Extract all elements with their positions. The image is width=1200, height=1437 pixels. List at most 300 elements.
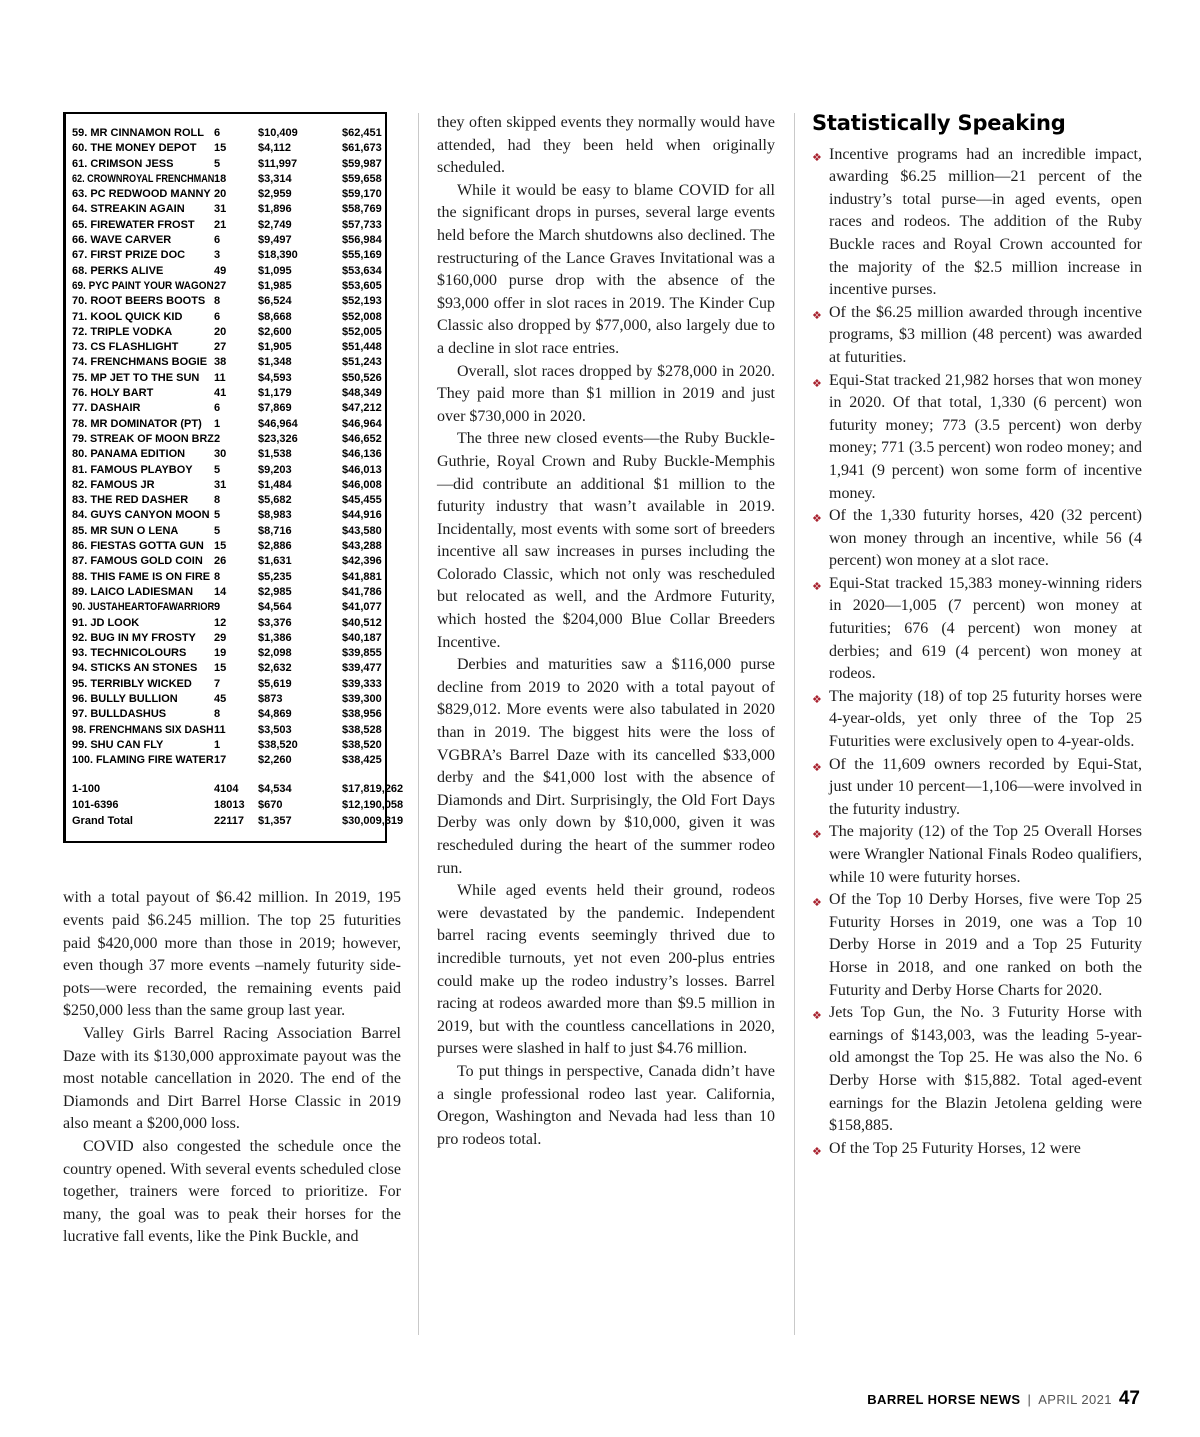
horse-rank-name: 90. JUSTAHEARTOFAWARRIOR (72, 601, 215, 614)
horse-rank-name: 74. FRENCHMANS BOGIE (72, 356, 208, 369)
horse-total-earnings: $62,451 (342, 127, 382, 139)
table-row (72, 478, 382, 493)
horse-total-earnings: $44,916 (342, 509, 382, 522)
horse-entry-count: 30 (214, 448, 227, 461)
diamond-bullet-icon: ❖ (812, 692, 822, 706)
horse-rank-name: 69. PYC PAINT YOUR WAGON (72, 279, 214, 292)
horse-rank-name-cell (72, 401, 214, 416)
horse-rank-name: 81. FAMOUS PLAYBOY (72, 463, 193, 476)
table-row (72, 661, 382, 676)
summary-row (72, 781, 404, 797)
horse-total-earnings: $38,956 (342, 708, 382, 721)
table-row (72, 646, 382, 661)
summary-range-cell (72, 813, 214, 829)
summary-range-cell (72, 797, 214, 813)
horse-average-earnings: $3,503 (258, 723, 292, 736)
horse-rank-name-cell (72, 616, 214, 631)
horse-average-earnings: $873 (258, 692, 283, 705)
horse-total-earnings: $46,136 (342, 448, 382, 461)
summary-range-cell (72, 781, 214, 797)
horse-average-earnings: $4,869 (258, 708, 292, 721)
horse-rank-name-cell (72, 233, 214, 248)
table-row (72, 554, 382, 569)
horse-rank-name: 91. JD LOOK (72, 616, 140, 629)
paragraph: Derbies and maturities saw a $116,000 purse decline from 2019 to 2020 with a total payout of $829,012. More events were also tabulated in 2020 than in 2019. The biggest hits were the loss of VGBRA’s Barrel Daze with its cancelled $33,000 derby and the $41,000 lost with the absence of Diamonds and Dirt. Surprisingly, the Old Fort Days Derby was only down by $10,000, given it was rescheduled during the heart of the summer rodeo run. (437, 656, 775, 877)
table-row (72, 279, 382, 294)
horse-total-earnings: $39,300 (342, 692, 382, 705)
horse-total-earnings: $45,455 (342, 494, 382, 507)
horse-entry-count: 6 (214, 402, 221, 415)
horse-rank-name: 59. MR CINNAMON ROLL (72, 127, 204, 139)
table-row (72, 172, 382, 187)
diamond-bullet-icon: ❖ (812, 150, 822, 164)
horse-total-earnings: $53,634 (342, 264, 382, 277)
left-column (63, 112, 404, 1249)
diamond-bullet-icon: ❖ (812, 760, 822, 774)
summary-total: $12,190,058 (342, 799, 404, 812)
left-body-text (63, 887, 401, 1249)
horse-total-earnings: $57,733 (342, 218, 382, 231)
stats-bullet-item (812, 573, 1142, 686)
table-row (72, 524, 382, 539)
horse-rank-name-cell (72, 478, 214, 493)
paragraph: The three new closed events—the Ruby Buckle-Guthrie, Royal Crown and Ruby Buckle-Memphis—did contribute an additional $1 million to the futurity industry that wasn’t available in 2019. Incidentally, most events with some sort of breeders incentive all saw increases in purses including the Colorado Classic, which not only was rescheduled but relocated as well, and the Ardmore Futurity, which hosted the $204,000 Blue Collar Breeders Incentive. (437, 430, 775, 651)
horse-rank-name: 62. CROWNROYAL FRENCHMAN (72, 172, 215, 185)
horse-rank-name: 96. BULLY BULLION (72, 692, 178, 705)
horse-rank-name: 86. FIESTAS GOTTA GUN (72, 540, 204, 553)
paragraph: COVID also congested the schedule once the country opened. With several events scheduled close together, trainers were forced to prioritize. For many, the goal was to peak their horses for the lucrative fall events, like the Pink Buckle, and (63, 1138, 401, 1246)
horse-rank-name-cell (72, 539, 214, 554)
horse-rank-name: 64. STREAKIN AGAIN (72, 203, 185, 216)
table-row (72, 371, 382, 386)
horse-average-earnings: $2,600 (258, 325, 292, 338)
horse-entry-count: 7 (214, 677, 221, 690)
horse-entry-count: 27 (214, 341, 227, 354)
horse-total-earnings: $41,786 (342, 585, 382, 598)
horse-entry-count: 5 (214, 463, 221, 476)
horse-rank-name-cell (72, 141, 214, 156)
horse-entry-count: 49 (214, 264, 227, 277)
horse-average-earnings: $46,964 (258, 417, 298, 430)
horse-rank-name-cell (72, 463, 214, 478)
horse-average-earnings: $1,386 (258, 631, 292, 644)
horse-average-earnings: $18,390 (258, 249, 298, 262)
horse-entry-count: 15 (214, 540, 227, 553)
table-row (72, 233, 382, 248)
horse-rank-name: 99. SHU CAN FLY (72, 738, 164, 751)
horse-entry-count: 9 (214, 601, 221, 614)
horse-total-earnings: $43,580 (342, 524, 382, 537)
stats-bullet-text: Jets Top Gun, the No. 3 Futurity Horse with earnings of $143,003, was the leading 5-year-old amongst the Top 25. He was also the No. 6 Derby Horse with $15,882. Total aged-event earnings for the Blazin Jetolena gelding were $158,885. (829, 1004, 1142, 1135)
horse-entry-count: 8 (214, 494, 221, 507)
column-divider (418, 113, 419, 1335)
horse-average-earnings: $3,314 (258, 172, 292, 185)
horse-total-earnings: $61,673 (342, 142, 382, 155)
horse-total-earnings: $38,425 (342, 754, 382, 767)
table-row (72, 631, 382, 646)
summary-total: $30,009,319 (342, 815, 404, 828)
horse-average-earnings: $38,520 (258, 738, 298, 751)
horse-entry-count: 5 (214, 524, 221, 537)
horse-entry-count: 6 (214, 127, 221, 139)
horse-average-earnings: $7,869 (258, 402, 292, 415)
summary-range: 101-6396 (72, 799, 119, 812)
horse-total-earnings: $46,013 (342, 463, 382, 476)
horse-entry-count: 38 (214, 356, 227, 369)
horse-rank-name-cell (72, 202, 214, 217)
horse-average-earnings: $8,716 (258, 524, 292, 537)
horse-entry-count: 21 (214, 218, 227, 231)
stats-bullet-text: Of the Top 10 Derby Horses, five were Top 25 Futurity Horses in 2019, one was a Top 10 Derby Horse in 2019 and a Top 25 Futurity Horse in 2018, and one ranked on both the Futurity and Derby Horse Charts for 2020. (829, 891, 1142, 999)
horse-rank-name-cell (72, 218, 214, 233)
horse-average-earnings: $4,112 (258, 142, 292, 155)
summary-average: $4,534 (258, 783, 292, 796)
stats-bullet-item (812, 754, 1142, 822)
stats-heading: Statistically Speaking (812, 111, 1066, 135)
stats-bullet-text: Equi-Stat tracked 21,982 horses that won money in 2020. Of that total, 1,330 (6 percent) won futurity money; 773 (3.5 percent) won derby money; 771 (3.5 percent) won rodeo money; and 1,941 (9 percent) won some form of incentive money. (829, 371, 1142, 502)
stats-bullet-item (812, 1002, 1142, 1138)
horse-entry-count: 17 (214, 754, 227, 767)
horse-average-earnings: $9,203 (258, 463, 292, 476)
horse-total-earnings: $58,769 (342, 203, 382, 216)
horse-entry-count: 15 (214, 662, 227, 675)
table-row (72, 508, 382, 523)
horse-rank-name-cell (72, 340, 214, 355)
horse-rank-name: 87. FAMOUS GOLD COIN (72, 555, 203, 568)
table-row (72, 401, 382, 416)
horse-entry-count: 3 (214, 249, 221, 262)
horse-average-earnings: $1,896 (258, 203, 292, 216)
stats-bullet-item (812, 144, 1142, 302)
horse-total-earnings: $39,333 (342, 677, 382, 690)
table-row (72, 141, 382, 156)
stats-sidebar (812, 112, 1142, 1163)
horse-average-earnings: $5,235 (258, 570, 292, 583)
horse-rank-name: 63. PC REDWOOD MANNY (72, 188, 211, 201)
horse-total-earnings: $41,077 (342, 601, 382, 614)
page-number: 47 (1118, 1388, 1140, 1409)
table-row (72, 585, 382, 600)
stats-bullet-text: The majority (12) of the Top 25 Overall Horses were Wrangler National Finals Rodeo qualifiers, while 10 were futurity horses. (829, 823, 1142, 886)
horse-rank-name-cell (72, 279, 214, 294)
horse-average-earnings: $1,348 (258, 356, 292, 369)
horse-rank-name: 82. FAMOUS JR (72, 478, 155, 491)
horse-rank-name: 80. PANAMA EDITION (72, 448, 186, 461)
diamond-bullet-icon: ❖ (812, 579, 822, 593)
diamond-bullet-icon: ❖ (812, 512, 822, 526)
stats-bullet-item (812, 370, 1142, 506)
horse-total-earnings: $53,605 (342, 279, 382, 292)
horse-total-earnings: $55,169 (342, 249, 382, 262)
diamond-bullet-icon: ❖ (812, 1144, 822, 1158)
horse-rank-name-cell (72, 723, 214, 738)
horse-rank-name-cell (72, 386, 214, 401)
horse-total-earnings: $52,005 (342, 325, 382, 338)
horse-average-earnings: $4,564 (258, 601, 292, 614)
horse-rank-name-cell (72, 157, 214, 172)
horse-rank-name-cell (72, 264, 214, 279)
table-row (72, 463, 382, 478)
horse-average-earnings: $4,593 (258, 371, 292, 384)
horse-total-earnings: $39,855 (342, 647, 382, 660)
paragraph: they often skipped events they normally would have attended, had they been held when originally scheduled. (437, 114, 775, 177)
horse-entry-count: 11 (214, 371, 226, 384)
summary-row (72, 813, 404, 829)
summary-row (72, 797, 404, 813)
horse-entry-count: 11 (214, 723, 226, 736)
horse-total-earnings: $40,512 (342, 616, 382, 629)
table-row (72, 355, 382, 370)
table-row (72, 294, 382, 309)
horse-entry-count: 45 (214, 692, 227, 705)
table-row (72, 417, 382, 432)
horse-entry-count: 2 (214, 432, 221, 445)
horse-total-earnings: $39,477 (342, 662, 382, 675)
table-row (72, 386, 382, 401)
horse-entry-count: 20 (214, 188, 227, 201)
horse-entry-count: 14 (214, 585, 227, 598)
horse-average-earnings: $1,538 (258, 448, 292, 461)
horse-average-earnings: $3,376 (258, 616, 292, 629)
table-row (72, 677, 382, 692)
horse-rank-name: 84. GUYS CANYON MOON (72, 509, 210, 522)
horse-total-earnings: $52,008 (342, 310, 382, 323)
diamond-bullet-icon: ❖ (812, 896, 822, 910)
stats-bullet-text: Of the $6.25 million awarded through incentive programs, $3 million (48 percent) was awarded at futurities. (829, 303, 1142, 366)
table-row (72, 493, 382, 508)
horse-rank-name-cell (72, 600, 214, 615)
horse-rank-name: 78. MR DOMINATOR (PT) (72, 417, 202, 430)
horse-average-earnings: $2,749 (258, 218, 292, 231)
horse-total-earnings: $40,187 (342, 631, 382, 644)
horse-rank-name: 88. THIS FAME IS ON FIRE (72, 570, 211, 583)
horse-rank-name-cell (72, 554, 214, 569)
stats-bullet-text: Equi-Stat tracked 15,383 money-winning riders in 2020—1,005 (7 percent) won money at futurities; 676 (4 percent) won money at derbies; and 619 (4 percent) won money at rodeos. (829, 574, 1142, 683)
page-footer (0, 1388, 1140, 1410)
horse-average-earnings: $2,985 (258, 585, 292, 598)
horse-rank-name: 71. KOOL QUICK KID (72, 310, 183, 323)
horse-rank-name: 95. TERRIBLY WICKED (72, 677, 192, 690)
horse-average-earnings: $8,983 (258, 509, 292, 522)
paragraph: with a total payout of $6.42 million. In 2019, 195 events paid $6.245 million. The top 25 futurities paid $420,000 more than those in 2019; however, even though 37 more events –namely futurity side-pots—were recorded, the remaining events paid $250,000 less than the same group last year. (63, 889, 401, 1020)
horse-rank-name-cell (72, 524, 214, 539)
horse-entry-count: 31 (214, 478, 227, 491)
table-row (72, 707, 382, 722)
horse-rank-name: 79. STREAK OF MOON BRZ (72, 432, 214, 445)
horse-rank-name-cell (72, 508, 214, 523)
horse-total-earnings: $42,396 (342, 555, 382, 568)
horse-entry-count: 6 (214, 234, 221, 247)
summary-count: 22117 (214, 815, 244, 828)
horse-rank-name: 89. LAICO LADIESMAN (72, 585, 194, 598)
table-row (72, 340, 382, 355)
issue-date: APRIL 2021 (1038, 1392, 1112, 1407)
table-row (72, 616, 382, 631)
summary-count: 4104 (214, 783, 239, 796)
horse-total-earnings: $52,193 (342, 295, 382, 308)
table-row (72, 432, 382, 447)
table-row (72, 692, 382, 707)
stats-bullet-item (812, 505, 1142, 573)
horse-entry-count: 12 (214, 616, 227, 629)
horse-total-earnings: $38,528 (342, 723, 382, 736)
horse-rank-name: 75. MP JET TO THE SUN (72, 371, 200, 384)
table-row (72, 126, 382, 141)
column-divider (794, 113, 795, 1335)
table-row (72, 539, 382, 554)
summary-range: Grand Total (72, 815, 133, 828)
stats-bullet-item (812, 1138, 1142, 1164)
horse-rank-name: 68. PERKS ALIVE (72, 264, 164, 277)
footer-separator: | (1027, 1392, 1032, 1407)
horse-total-earnings: $47,212 (342, 402, 382, 415)
table-row (72, 264, 382, 279)
horse-average-earnings: $10,409 (258, 127, 298, 139)
stats-bullet-text: Incentive programs had an incredible impact, awarding $6.25 million—21 percent of the industry’s total purse—in aged events, open races and rodeos. The addition of the Ruby Buckle races and Royal Crown accounted for the majority of the $2.5 million increase in incentive purses. (829, 145, 1142, 299)
summary-total: $17,819,262 (342, 783, 404, 796)
horse-entry-count: 5 (214, 157, 221, 170)
paragraph: While aged events held their ground, rodeos were devastated by the pandemic. Independent barrel racing events seemingly thrived due to incredible turnouts, yet not even 200-plus entries could make up the rodeo industry’s losses. Barrel racing at rodeos awarded more than $9.5 million in 2019, but with the countless cancellations in 2020, purses were slashed in half to just $4.76 million. (437, 882, 775, 1058)
stats-bullet-list (812, 144, 1142, 1164)
table-row (72, 325, 382, 340)
publication-name: BARREL HORSE NEWS (867, 1392, 1021, 1407)
horse-entry-count: 29 (214, 631, 227, 644)
stats-bullet-item (812, 686, 1142, 754)
earnings-table-summary (72, 781, 404, 829)
earnings-table (63, 112, 404, 843)
horse-entry-count: 1 (214, 738, 221, 751)
horse-rank-name: 65. FIREWATER FROST (72, 218, 195, 231)
stats-bullet-item (812, 821, 1142, 889)
horse-rank-name-cell (72, 661, 214, 676)
stats-bullet-text: Of the 1,330 futurity horses, 420 (32 percent) won money through an incentive, while 56 (4 percent) won money at a slot race. (829, 507, 1142, 570)
table-row (72, 738, 382, 753)
horse-rank-name-cell (72, 493, 214, 508)
horse-entry-count: 41 (214, 387, 227, 400)
horse-rank-name: 77. DASHAIR (72, 402, 141, 415)
horse-average-earnings: $1,484 (258, 478, 292, 491)
table-row (72, 202, 382, 217)
horse-total-earnings: $46,008 (342, 478, 382, 491)
horse-rank-name-cell (72, 738, 214, 753)
diamond-bullet-icon: ❖ (812, 308, 822, 322)
stats-bullet-text: Of the 11,609 owners recorded by Equi-Stat, just under 10 percent—1,106—were involved in the futurity industry. (829, 755, 1142, 818)
horse-entry-count: 27 (214, 279, 227, 292)
horse-rank-name-cell (72, 447, 214, 462)
summary-count: 18013 (214, 799, 245, 812)
table-row (72, 248, 382, 263)
earnings-table-rows (72, 126, 382, 768)
horse-entry-count: 15 (214, 142, 227, 155)
summary-average: $670 (258, 799, 283, 812)
horse-average-earnings: $5,682 (258, 494, 292, 507)
horse-entry-count: 8 (214, 295, 221, 308)
horse-total-earnings: $59,658 (342, 172, 382, 185)
horse-rank-name-cell (72, 187, 214, 202)
table-row (72, 570, 382, 585)
horse-total-earnings: $46,652 (342, 432, 382, 445)
horse-rank-name-cell (72, 355, 214, 370)
horse-rank-name-cell (72, 432, 214, 447)
horse-average-earnings: $23,326 (258, 432, 298, 445)
horse-entry-count: 31 (214, 203, 227, 216)
horse-rank-name: 93. TECHNICOLOURS (72, 647, 187, 660)
horse-rank-name-cell (72, 692, 214, 707)
horse-total-earnings: $43,288 (342, 540, 382, 553)
horse-average-earnings: $2,098 (258, 647, 292, 660)
horse-average-earnings: $1,631 (258, 555, 292, 568)
diamond-bullet-icon: ❖ (812, 376, 822, 390)
horse-rank-name: 67. FIRST PRIZE DOC (72, 249, 186, 262)
horse-total-earnings: $51,448 (342, 341, 382, 354)
horse-rank-name-cell (72, 753, 214, 768)
horse-rank-name: 72. TRIPLE VODKA (72, 325, 173, 338)
horse-rank-name: 94. STICKS AN STONES (72, 662, 198, 675)
horse-rank-name-cell (72, 172, 214, 187)
horse-rank-name-cell (72, 570, 214, 585)
table-row (72, 310, 382, 325)
horse-rank-name-cell (72, 294, 214, 309)
table-row (72, 447, 382, 462)
horse-rank-name-cell (72, 417, 214, 432)
horse-entry-count: 8 (214, 570, 221, 583)
horse-entry-count: 18 (214, 172, 227, 185)
horse-rank-name: 98. FRENCHMANS SIX DASH (72, 723, 214, 736)
horse-rank-name-cell (72, 646, 214, 661)
table-row (72, 157, 382, 172)
horse-entry-count: 1 (214, 417, 221, 430)
horse-rank-name-cell (72, 371, 214, 386)
horse-entry-count: 5 (214, 509, 221, 522)
diamond-bullet-icon: ❖ (812, 828, 822, 842)
horse-total-earnings: $38,520 (342, 738, 382, 751)
stats-bullet-item (812, 302, 1142, 370)
horse-entry-count: 26 (214, 555, 227, 568)
horse-total-earnings: $48,349 (342, 387, 382, 400)
horse-total-earnings: $41,881 (342, 570, 382, 583)
paragraph: While it would be easy to blame COVID for all the significant drops in purses, several large events held before the March shutdowns also declined. The restructuring of the Lance Graves Invitational was a $160,000 purse drop with the absence of the $93,000 offer in slot races in 2019. The Kinder Cup Classic also dropped by $77,000, also largely due to a decline in slot race entries. (437, 181, 775, 357)
diamond-bullet-icon: ❖ (812, 1009, 822, 1023)
horse-average-earnings: $1,985 (258, 279, 292, 292)
middle-column (437, 112, 775, 1151)
horse-entry-count: 19 (214, 647, 227, 660)
horse-rank-name: 100. FLAMING FIRE WATER (72, 754, 214, 767)
horse-rank-name-cell (72, 310, 214, 325)
summary-average: $1,357 (258, 815, 292, 828)
horse-total-earnings: $56,984 (342, 234, 382, 247)
paragraph: Overall, slot races dropped by $278,000 in 2020. They paid more than $1 million in 2019 and just over $730,000 in 2020. (437, 362, 775, 425)
horse-average-earnings: $5,619 (258, 677, 292, 690)
horse-rank-name: 97. BULLDASHUS (72, 708, 167, 721)
horse-rank-name-cell (72, 248, 214, 263)
stats-bullet-item (812, 889, 1142, 1002)
horse-entry-count: 6 (214, 310, 221, 323)
horse-average-earnings: $1,179 (258, 387, 292, 400)
horse-rank-name-cell (72, 126, 214, 141)
horse-rank-name: 76. HOLY BART (72, 387, 154, 400)
horse-rank-name: 60. THE MONEY DEPOT (72, 142, 197, 155)
horse-rank-name: 92. BUG IN MY FROSTY (72, 631, 196, 644)
horse-rank-name-cell (72, 631, 214, 646)
horse-rank-name-cell (72, 585, 214, 600)
horse-total-earnings: $50,526 (342, 371, 382, 384)
horse-average-earnings: $2,959 (258, 188, 292, 201)
horse-rank-name: 85. MR SUN O LENA (72, 524, 179, 537)
stats-bullet-text: The majority (18) of top 25 futurity horses were 4-year-olds, yet only three of the Top 25 Futurities were exclusively open to 4-year-olds. (829, 687, 1142, 751)
table-row (72, 218, 382, 233)
table-row (72, 600, 382, 615)
table-row (72, 753, 382, 768)
